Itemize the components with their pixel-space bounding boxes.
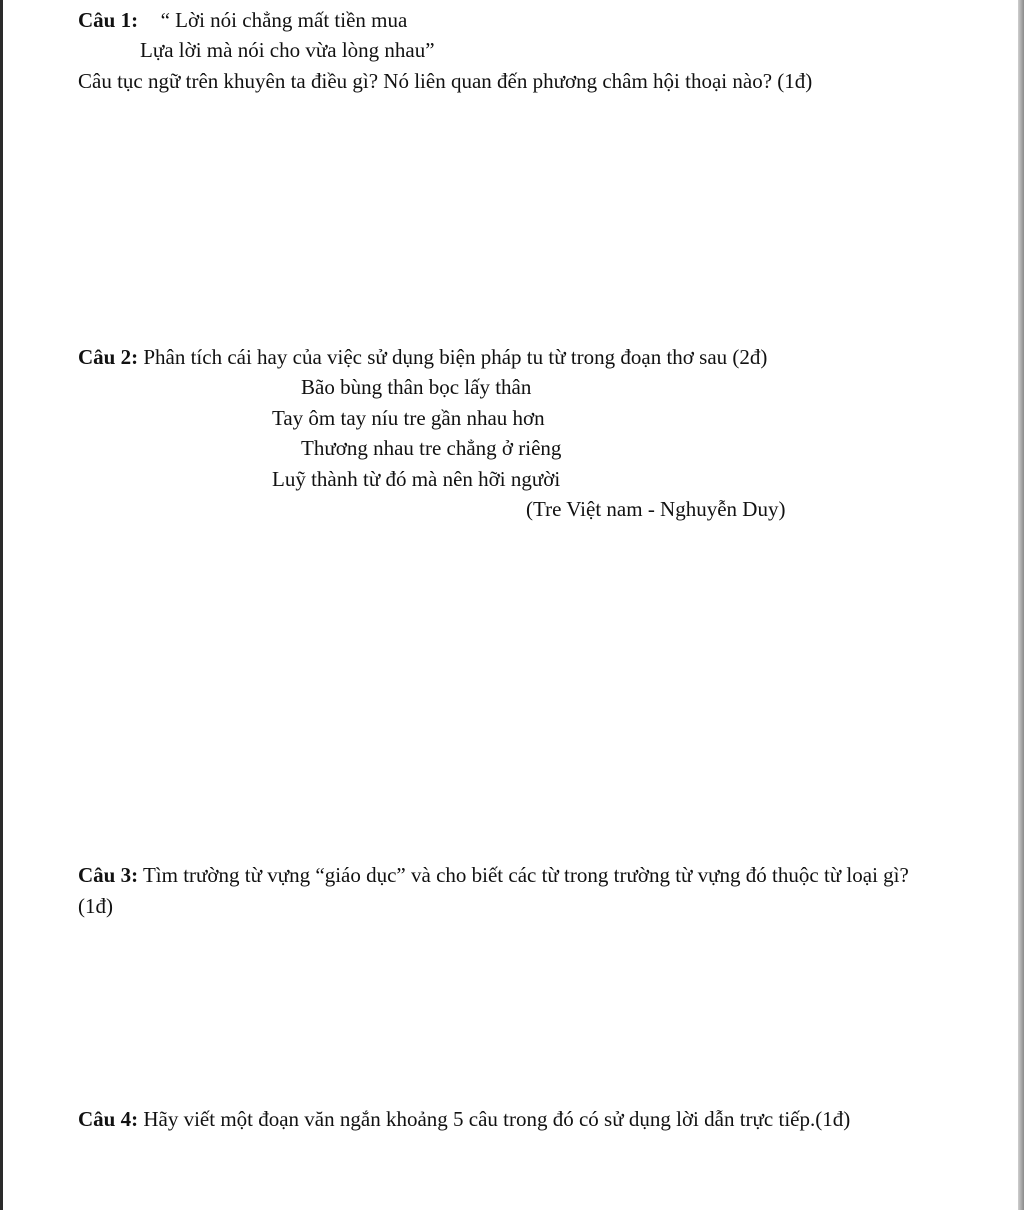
question-1-label: Câu 1: <box>78 8 139 32</box>
question-3-header <box>78 860 909 890</box>
page-edge-right <box>1018 0 1024 1210</box>
poem-source: (Tre Việt nam - Nghuyễn Duy) <box>526 497 786 521</box>
question-1-verse-line-1: “ Lời nói chẳng mất tiền mua <box>160 8 408 32</box>
question-4-label: Câu 4: <box>78 1107 139 1131</box>
question-3-label: Câu 3: <box>78 863 139 887</box>
question-4-header <box>78 1104 850 1134</box>
poem-line-2: Tay ôm tay níu tre gần nhau hơn <box>272 406 545 430</box>
poem-line-3: Thương nhau tre chẳng ở riêng <box>301 436 562 460</box>
question-2-label: Câu 2: <box>78 345 139 369</box>
question-1-prompt: Câu tục ngữ trên khuyên ta điều gì? Nó liên quan đến phương châm hội thoại nào? (1đ) <box>78 69 813 93</box>
question-3-prompt-cont: (1đ) <box>78 894 113 918</box>
poem-line-1: Bão bùng thân bọc lấy thân <box>301 375 532 399</box>
poem-line-4: Luỹ thành từ đó mà nên hỡi người <box>272 467 561 491</box>
question-2-prompt: Phân tích cái hay của việc sử dụng biện pháp tu từ trong đoạn thơ sau (2đ) <box>143 345 768 369</box>
page-edge-left <box>0 0 3 1210</box>
question-1-verse-line-2: Lựa lời mà nói cho vừa lòng nhau” <box>140 38 435 62</box>
question-4-prompt: Hãy viết một đoạn văn ngắn khoảng 5 câu trong đó có sử dụng lời dẫn trực tiếp.(1đ) <box>143 1107 851 1131</box>
question-1-header <box>78 5 407 35</box>
question-2-header <box>78 342 767 372</box>
question-3-prompt: Tìm trường từ vựng “giáo dục” và cho biết các từ trong trường từ vựng đó thuộc từ loại gì? <box>142 863 909 887</box>
